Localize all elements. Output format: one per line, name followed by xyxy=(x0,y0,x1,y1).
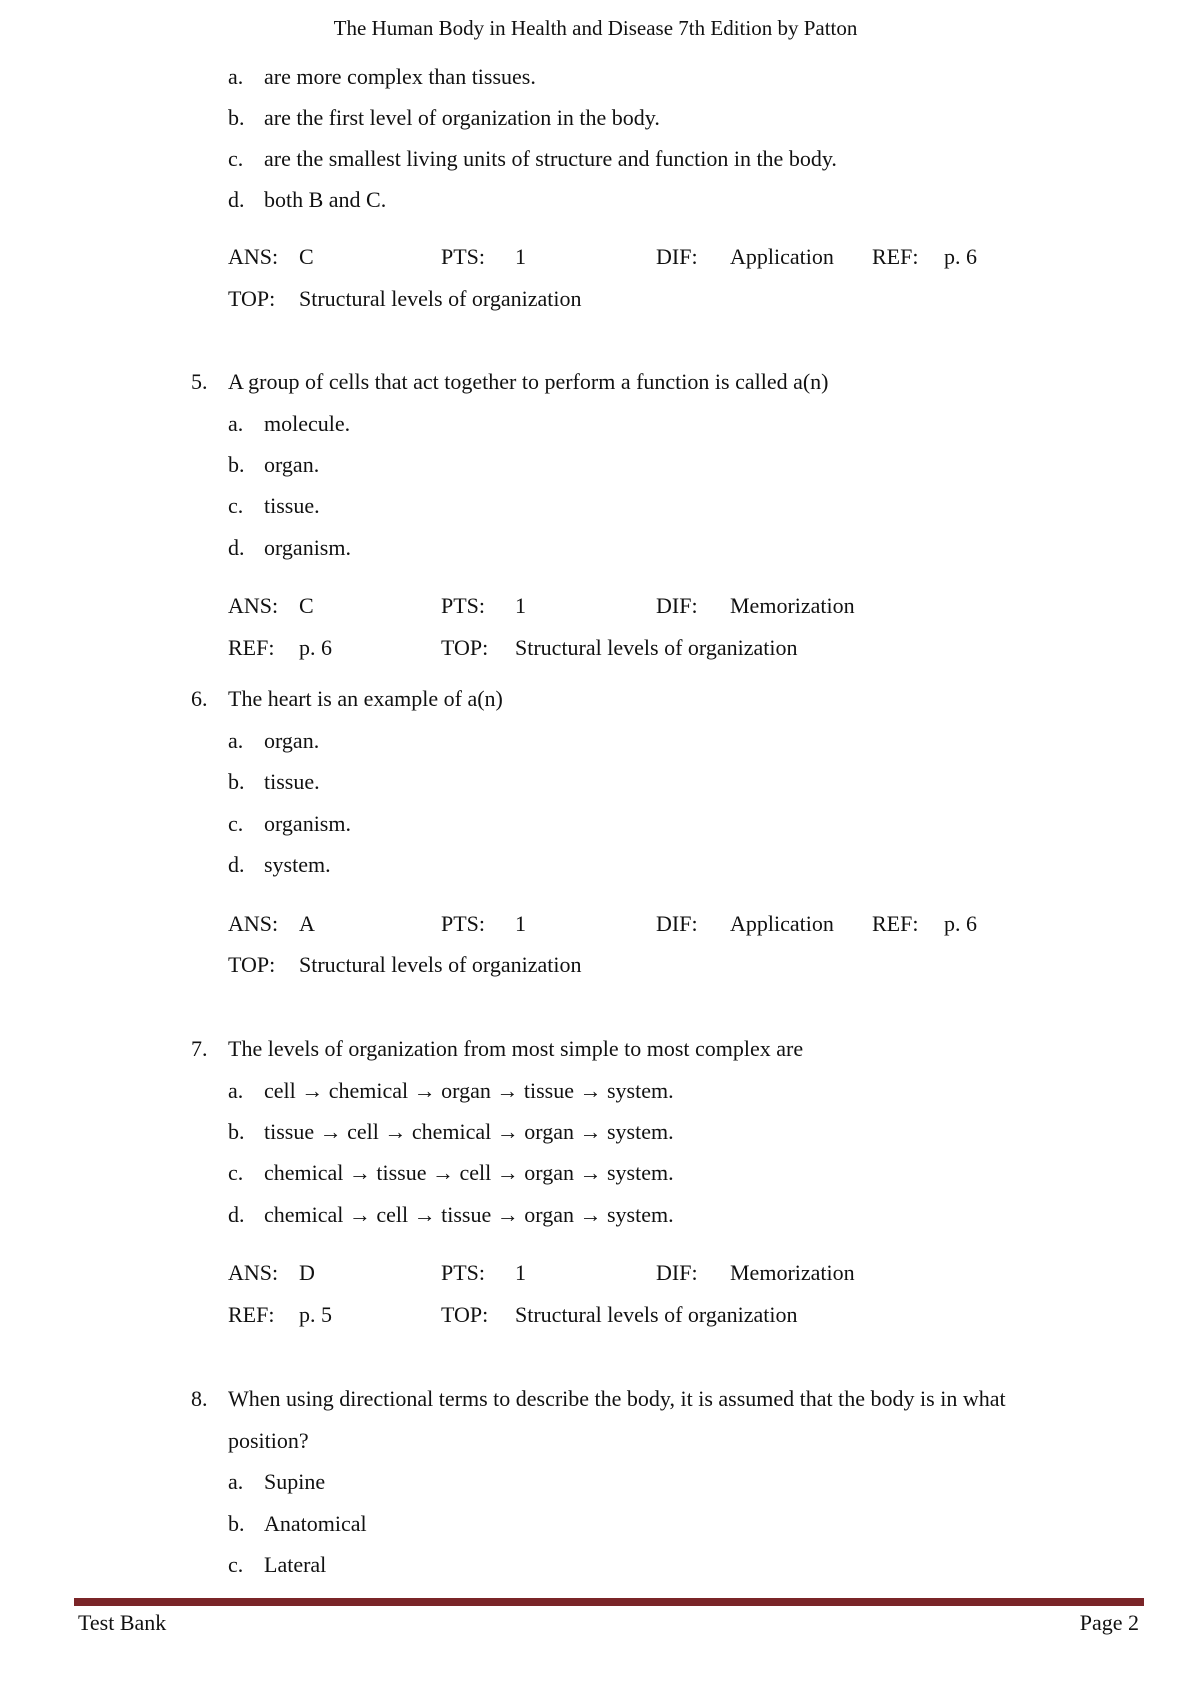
option-letter: c. xyxy=(228,1552,244,1577)
option-text: chemical → cell → tissue → organ → system. xyxy=(264,1202,674,1227)
option-text: tissue. xyxy=(264,769,320,794)
option-text: Lateral xyxy=(264,1552,327,1577)
option-text: organ. xyxy=(264,452,320,477)
top-label: TOP: xyxy=(228,952,276,977)
option-letter: d. xyxy=(228,1202,245,1227)
option-text: Anatomical xyxy=(264,1511,367,1536)
ref-value: p. 5 xyxy=(299,1302,332,1327)
question-text: The heart is an example of a(n) xyxy=(228,686,503,711)
ref-label: REF: xyxy=(228,1302,275,1327)
option-letter: d. xyxy=(228,187,245,212)
option-letter: b. xyxy=(228,452,245,477)
option-text: system. xyxy=(264,852,331,877)
pts-label: PTS: xyxy=(441,911,486,936)
dif-label: DIF: xyxy=(656,911,698,936)
option-letter: b. xyxy=(228,1119,245,1144)
dif-label: DIF: xyxy=(656,593,698,618)
option-text: are the smallest living units of structure and function in the body. xyxy=(264,146,837,171)
option-letter: c. xyxy=(228,146,244,171)
option-letter: b. xyxy=(228,105,245,130)
ans-value: A xyxy=(299,911,315,936)
option-text: organism. xyxy=(264,535,351,560)
ans-label: ANS: xyxy=(228,1260,279,1285)
option-text: molecule. xyxy=(264,411,351,436)
dif-label: DIF: xyxy=(656,1260,698,1285)
option-text: organism. xyxy=(264,811,351,836)
question-text: The levels of organization from most simple to most complex are xyxy=(228,1036,804,1061)
option-letter: d. xyxy=(228,852,245,877)
option-text: are more complex than tissues. xyxy=(264,64,536,89)
running-header: The Human Body in Health and Disease 7th Edition by Patton xyxy=(333,16,858,40)
option-letter: a. xyxy=(228,1469,244,1494)
ref-label: REF: xyxy=(872,911,919,936)
option-text: Supine xyxy=(264,1469,326,1494)
option-text: tissue. xyxy=(264,493,320,518)
top-label: TOP: xyxy=(441,1302,489,1327)
option-letter: b. xyxy=(228,1511,245,1536)
dif-value: Memorization xyxy=(730,593,855,618)
pts-value: 1 xyxy=(515,1260,526,1285)
option-text: organ. xyxy=(264,728,320,753)
top-value: Structural levels of organization xyxy=(515,1302,798,1327)
option-text: are the first level of organization in the body. xyxy=(264,105,660,130)
ref-label: REF: xyxy=(228,635,275,660)
ans-value: C xyxy=(299,593,314,618)
option-letter: d. xyxy=(228,535,245,560)
ans-label: ANS: xyxy=(228,911,279,936)
page-number: Page 2 xyxy=(1079,1610,1139,1635)
option-letter: a. xyxy=(228,411,244,436)
dif-value: Application xyxy=(730,911,834,936)
question-number: 6. xyxy=(191,686,208,711)
pts-label: PTS: xyxy=(441,244,486,269)
footer-left-text: Test Bank xyxy=(78,1610,167,1635)
question-number: 8. xyxy=(191,1386,208,1411)
option-letter: c. xyxy=(228,811,244,836)
option-text: both B and C. xyxy=(264,187,387,212)
top-value: Structural levels of organization xyxy=(515,635,798,660)
pts-value: 1 xyxy=(515,593,526,618)
ref-label: REF: xyxy=(872,244,919,269)
pts-value: 1 xyxy=(515,911,526,936)
top-value: Structural levels of organization xyxy=(299,952,582,977)
dif-value: Application xyxy=(730,244,834,269)
dif-label: DIF: xyxy=(656,244,698,269)
option-letter: a. xyxy=(228,1078,244,1103)
ref-value: p. 6 xyxy=(299,635,332,660)
question-text-line2: position? xyxy=(228,1428,309,1453)
pts-value: 1 xyxy=(515,244,526,269)
question-number: 7. xyxy=(191,1036,208,1061)
question-number: 5. xyxy=(191,369,208,394)
option-text: chemical → tissue → cell → organ → system. xyxy=(264,1160,674,1185)
option-text: cell → chemical → organ → tissue → system. xyxy=(264,1078,674,1103)
question-text: A group of cells that act together to perform a function is called a(n) xyxy=(228,369,829,394)
option-letter: a. xyxy=(228,64,244,89)
dif-value: Memorization xyxy=(730,1260,855,1285)
ans-value: C xyxy=(299,244,314,269)
option-letter: c. xyxy=(228,493,244,518)
pts-label: PTS: xyxy=(441,1260,486,1285)
option-letter: a. xyxy=(228,728,244,753)
top-label: TOP: xyxy=(228,286,276,311)
ans-value: D xyxy=(299,1260,315,1285)
ref-value: p. 6 xyxy=(944,911,977,936)
question-text-line1: When using directional terms to describe the body, it is assumed that the body is in what xyxy=(228,1386,1006,1411)
top-label: TOP: xyxy=(441,635,489,660)
pts-label: PTS: xyxy=(441,593,486,618)
ans-label: ANS: xyxy=(228,244,279,269)
footer-rule xyxy=(74,1598,1144,1606)
option-text: tissue → cell → chemical → organ → system. xyxy=(264,1119,674,1144)
top-value: Structural levels of organization xyxy=(299,286,582,311)
ans-label: ANS: xyxy=(228,593,279,618)
option-letter: b. xyxy=(228,769,245,794)
option-letter: c. xyxy=(228,1160,244,1185)
ref-value: p. 6 xyxy=(944,244,977,269)
